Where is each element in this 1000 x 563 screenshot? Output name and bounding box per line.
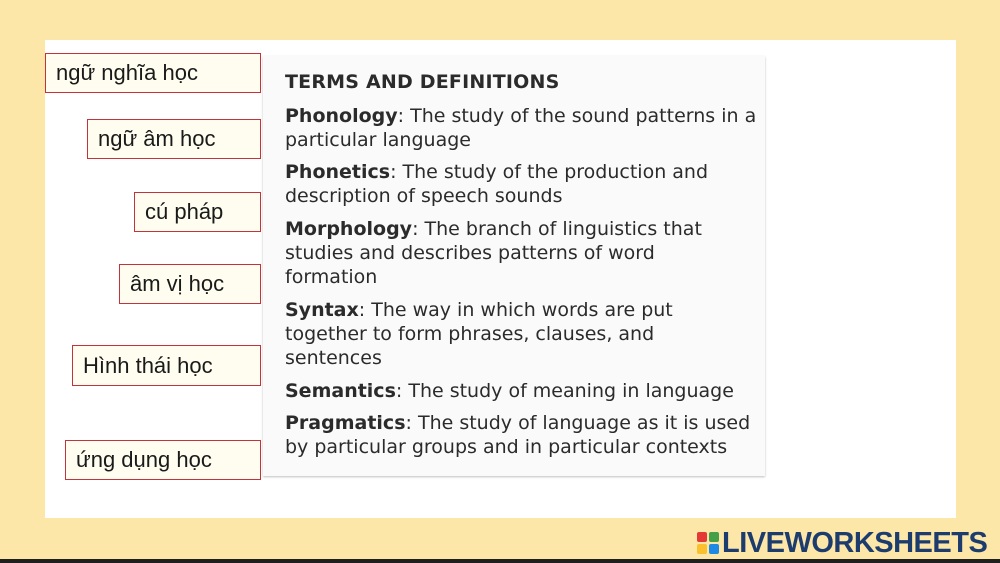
definition-syntax: [285, 298, 705, 370]
liveworksheets-logo: [697, 527, 987, 559]
definition-phonetics: [285, 160, 760, 208]
definition-term: Morphology: [285, 218, 413, 240]
definition-term: Pragmatics: [285, 412, 406, 434]
logo-text: LIVEWORKSHEETS: [722, 526, 988, 559]
definition-pragmatics: [285, 411, 760, 459]
logo-block: [709, 532, 719, 542]
definition-term: Semantics: [285, 380, 396, 402]
bottom-divider: [0, 559, 1000, 563]
drag-tag-syntax[interactable]: cú pháp: [134, 192, 261, 232]
definition-text: : The branch of linguistics that studies and describes patterns of word formation: [285, 218, 702, 288]
definition-text: : The study of the production and description of speech sounds: [285, 161, 709, 207]
definition-semantics: [285, 379, 760, 403]
drag-tag-morphology[interactable]: Hình thái học: [72, 345, 261, 386]
logo-block: [697, 544, 707, 554]
definitions-heading: TERMS AND DEFINITIONS: [285, 71, 560, 93]
definition-text: : The study of meaning in language: [395, 380, 734, 402]
logo-block: [697, 532, 707, 542]
drag-tag-phonetics[interactable]: ngữ âm học: [87, 119, 261, 159]
drag-tag-semantics[interactable]: ngữ nghĩa học: [45, 53, 261, 93]
definition-text: : The study of the sound patterns in a particular language: [285, 105, 757, 151]
drag-tag-phonology[interactable]: âm vị học: [119, 264, 261, 304]
definition-term: Phonology: [285, 105, 398, 127]
drag-tag-pragmatics[interactable]: ứng dụng học: [65, 440, 261, 480]
definition-text: : The study of language as it is used by particular groups and in particular contexts: [285, 412, 751, 458]
definition-term: Syntax: [285, 299, 359, 321]
definition-term: Phonetics: [285, 161, 391, 183]
definition-text: : The way in which words are put together to form phrases, clauses, and sentences: [285, 299, 673, 369]
definition-phonology: [285, 104, 760, 152]
definition-morphology: [285, 217, 725, 289]
logo-block: [709, 544, 719, 554]
logo-blocks-icon: [697, 532, 719, 554]
